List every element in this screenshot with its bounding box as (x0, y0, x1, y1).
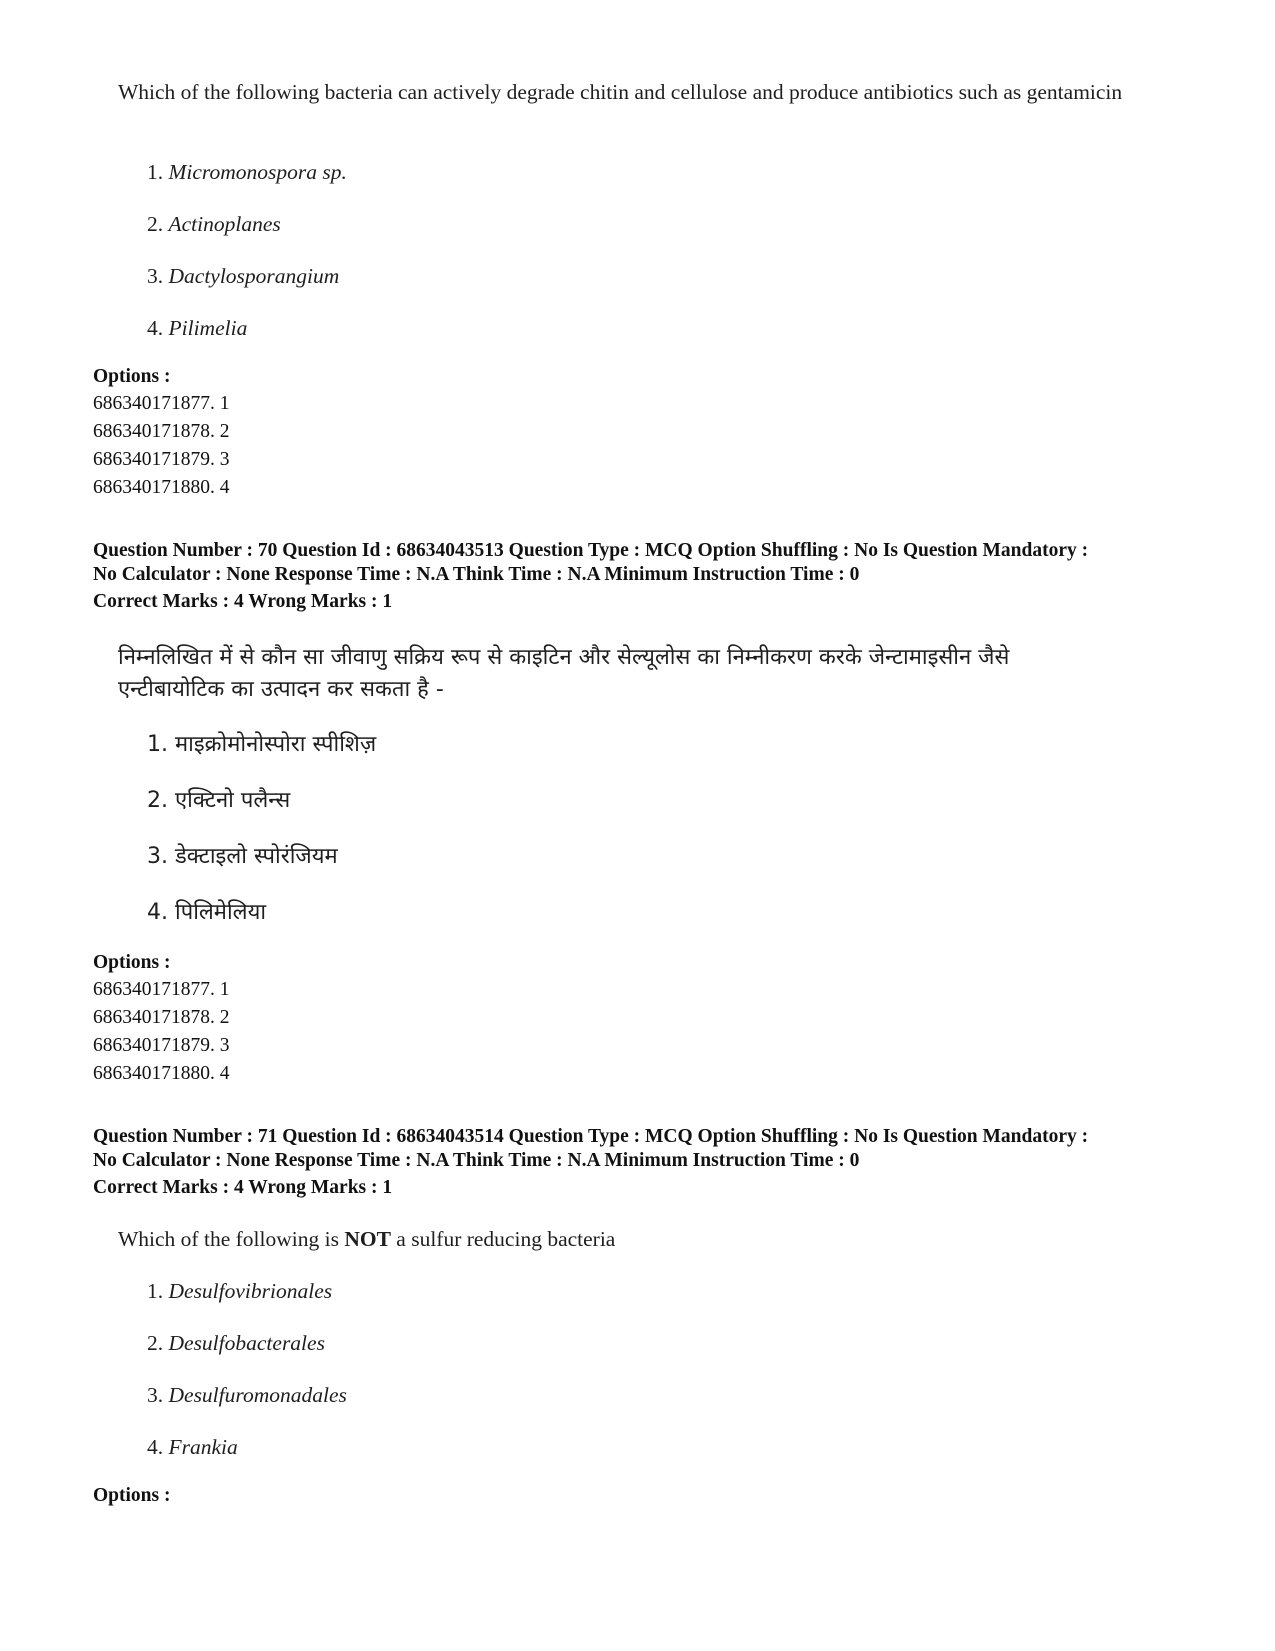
q70-stem-line1: निम्नलिखित में से कौन सा जीवाणु सक्रिय रूप से काइटिन और सेल्यूलोस का निम्नीकरण करके जेन्टामाइसीन जैसे (118, 645, 1010, 670)
q69-choice-4: 4. Pilimelia (147, 316, 248, 340)
q71-meta-line2: No Calculator : None Response Time : N.A Think Time : N.A Minimum Instruction Time : 0 (93, 1150, 860, 1171)
q70-stem-line2: एन्टीबायोटिक का उत्पादन कर सकता है - (118, 677, 444, 702)
q71-stem: Which of the following is NOT a sulfur reducing bacteria (118, 1227, 616, 1251)
q71-meta-line1: Question Number : 71 Question Id : 68634043514 Question Type : MCQ Option Shuffling : No Is Question Mandatory : (93, 1126, 1089, 1147)
q70-meta-line2: No Calculator : None Response Time : N.A Think Time : N.A Minimum Instruction Time : 0 (93, 564, 860, 585)
q69-option-2: 686340171878. 2 (93, 421, 230, 442)
q71-marks: Correct Marks : 4 Wrong Marks : 1 (93, 1177, 393, 1198)
q70-option-3: 686340171879. 3 (93, 1035, 230, 1056)
q69-options-label: Options : (93, 366, 171, 387)
q70-option-4: 686340171880. 4 (93, 1063, 230, 1084)
q70-meta-line1: Question Number : 70 Question Id : 68634043513 Question Type : MCQ Option Shuffling : No Is Question Mandatory : (93, 540, 1089, 561)
q70-choice-2: 2. एक्टिनो पलैन्स (147, 788, 291, 813)
q70-options-label: Options : (93, 952, 171, 973)
q69-option-1: 686340171877. 1 (93, 393, 230, 414)
q69-choice-3: 3. Dactylosporangium (147, 264, 340, 288)
q70-marks: Correct Marks : 4 Wrong Marks : 1 (93, 591, 393, 612)
q69-choice-2: 2. Actinoplanes (147, 212, 281, 236)
q70-choice-3: 3. डेक्टाइलो स्पोरंजियम (147, 844, 338, 869)
q70-option-1: 686340171877. 1 (93, 979, 230, 1000)
q71-options-label: Options : (93, 1485, 171, 1506)
q69-option-4: 686340171880. 4 (93, 477, 230, 498)
q70-choice-4: 4. पिलिमेलिया (147, 900, 267, 925)
q71-choice-4: 4. Frankia (147, 1435, 238, 1459)
q69-option-3: 686340171879. 3 (93, 449, 230, 470)
q69-stem: Which of the following bacteria can actively degrade chitin and cellulose and produce antibiotics such as gentamicin (118, 80, 1123, 104)
q71-choice-3: 3. Desulfuromonadales (147, 1383, 347, 1407)
q71-choice-2: 2. Desulfobacterales (147, 1331, 325, 1355)
q70-choice-1: 1. माइक्रोमोनोस्पोरा स्पीशिज़ (147, 732, 377, 757)
q71-choice-1: 1. Desulfovibrionales (147, 1279, 333, 1303)
q70-option-2: 686340171878. 2 (93, 1007, 230, 1028)
q71-stem-emphasis: NOT (344, 1227, 391, 1251)
q69-choice-1: 1. Micromonospora sp. (147, 160, 347, 184)
